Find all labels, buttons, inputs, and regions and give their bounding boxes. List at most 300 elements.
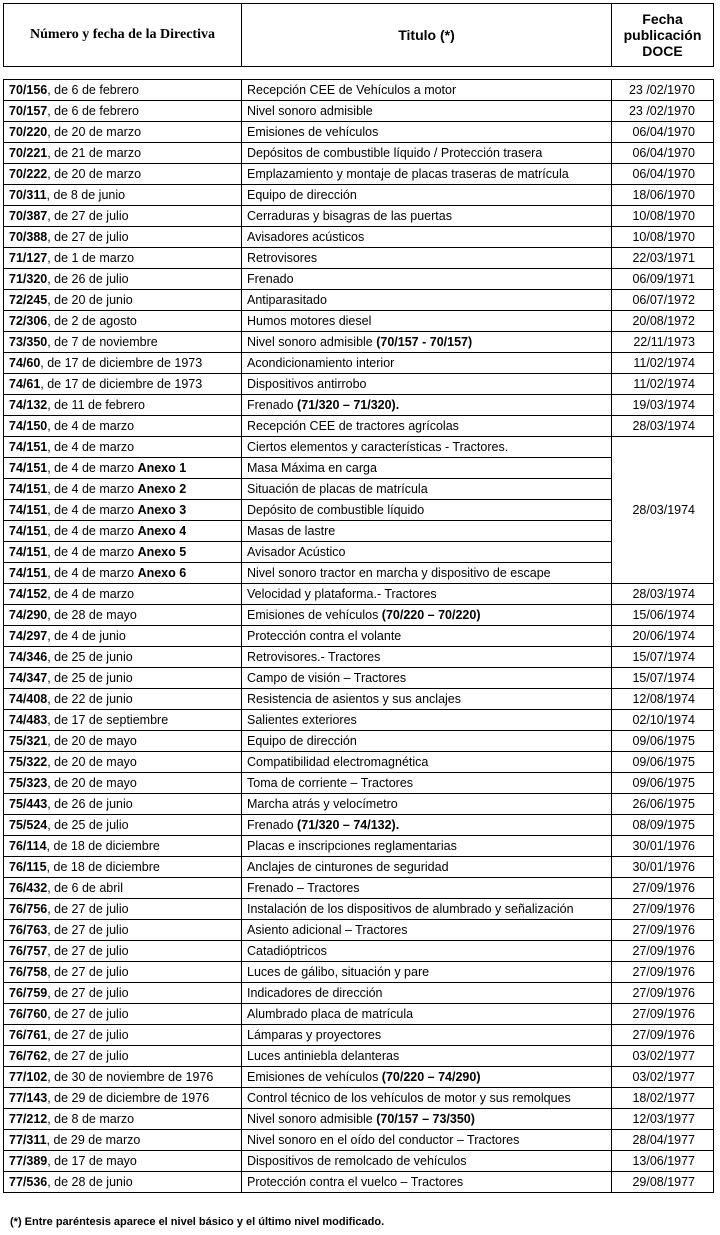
table-row (4, 1088, 714, 1109)
directive-cell (4, 899, 242, 920)
directive-cell (4, 857, 242, 878)
publication-date: 06/04/1970 (612, 164, 714, 185)
header-row (4, 4, 714, 67)
directive-cell (4, 248, 242, 269)
table-row (4, 1025, 714, 1046)
table-row (4, 353, 714, 374)
publication-date: 27/09/1976 (612, 878, 714, 899)
directive-number: 74/150 (9, 419, 48, 433)
table-row (4, 836, 714, 857)
directive-number: 74/151 (9, 545, 48, 559)
directive-cell (4, 1025, 242, 1046)
directive-cell (4, 962, 242, 983)
directive-number: 77/143 (9, 1091, 48, 1105)
table-row (4, 1109, 714, 1130)
title-cell (242, 962, 612, 983)
directive-date-text: , de 4 de marzo (47, 566, 138, 580)
directive-title: Masas de lastre (247, 524, 336, 538)
directive-title: Retrovisores (247, 251, 318, 265)
publication-date: 28/03/1974 (612, 416, 714, 437)
title-cell (242, 899, 612, 920)
directive-title: Protección contra el volante (247, 629, 402, 643)
directive-date-text: , de 8 de marzo (47, 1112, 135, 1126)
publication-date: 06/09/1971 (612, 269, 714, 290)
title-cell (242, 164, 612, 185)
directive-number: 70/388 (9, 230, 48, 244)
directive-cell (4, 542, 242, 563)
directive-date-text: , de 29 de diciembre de 1976 (47, 1091, 210, 1105)
directive-number: 71/127 (9, 251, 48, 265)
publication-date: 30/01/1976 (612, 857, 714, 878)
directive-number: 76/757 (9, 944, 48, 958)
title-cell (242, 752, 612, 773)
directive-cell (4, 647, 242, 668)
directive-date-text: , de 4 de marzo (47, 461, 138, 475)
directive-cell (4, 731, 242, 752)
directive-cell (4, 836, 242, 857)
directive-title: Placas e inscripciones reglamentarias (247, 839, 457, 853)
directive-title: Recepción CEE de tractores agrícolas (247, 419, 459, 433)
title-cell (242, 1109, 612, 1130)
publication-date: 12/03/1977 (612, 1109, 714, 1130)
title-cell (242, 101, 612, 122)
directive-cell (4, 1046, 242, 1067)
table-row (4, 248, 714, 269)
title-cell (242, 689, 612, 710)
directive-date-text: , de 2 de agosto (47, 314, 137, 328)
title-cell (242, 248, 612, 269)
title-cell (242, 626, 612, 647)
directive-cell (4, 374, 242, 395)
title-cell (242, 647, 612, 668)
table-row (4, 206, 714, 227)
directive-number: 76/761 (9, 1028, 48, 1042)
directive-title: Masa Máxima en carga (247, 461, 377, 475)
publication-date: 26/06/1975 (612, 794, 714, 815)
directive-date-text: , de 17 de mayo (47, 1154, 137, 1168)
directive-number: 70/220 (9, 125, 48, 139)
table-row (4, 731, 714, 752)
directive-number: 75/322 (9, 755, 48, 769)
table-row (4, 395, 714, 416)
directive-cell (4, 1130, 242, 1151)
directive-number: 77/311 (9, 1133, 47, 1147)
directive-date-text: , de 28 de mayo (47, 608, 137, 622)
table-row (4, 101, 714, 122)
directive-title: Avisadores acústicos (247, 230, 365, 244)
publication-date: 27/09/1976 (612, 941, 714, 962)
table-row (4, 311, 714, 332)
directive-date-text: , de 6 de febrero (47, 104, 139, 118)
directive-title: Dispositivos antirrobo (247, 377, 367, 391)
title-cell (242, 878, 612, 899)
directives-table-body (4, 80, 714, 1193)
publication-date: 18/02/1977 (612, 1088, 714, 1109)
title-cell (242, 332, 612, 353)
directive-number: 71/320 (9, 272, 48, 286)
directive-title: Ciertos elementos y características - Tractores. (247, 440, 509, 454)
publication-date: 15/06/1974 (612, 605, 714, 626)
directive-number: 74/151 (9, 524, 48, 538)
table-row (4, 542, 714, 563)
directive-date-text: , de 27 de julio (47, 230, 129, 244)
directive-date-text: , de 27 de julio (47, 944, 129, 958)
directive-cell (4, 1088, 242, 1109)
directive-date-text: , de 27 de julio (47, 1028, 129, 1042)
header-publication-line3: DOCE (642, 43, 683, 59)
directive-date-text: , de 4 de marzo (47, 524, 138, 538)
table-row (4, 416, 714, 437)
annex-label: Anexo 2 (137, 482, 187, 496)
directive-number: 70/311 (9, 188, 47, 202)
directive-number: 76/758 (9, 965, 48, 979)
annex-label: Anexo 1 (137, 461, 187, 475)
directive-date-text: , de 20 de marzo (47, 167, 142, 181)
table-row (4, 1130, 714, 1151)
directive-title: Luces antiniebla delanteras (247, 1049, 400, 1063)
directive-title: Indicadores de dirección (247, 986, 383, 1000)
directive-title: Anclajes de cinturones de seguridad (247, 860, 449, 874)
level-reference: (70/157 - 70/157) (376, 335, 473, 349)
directive-cell (4, 458, 242, 479)
publication-date: 12/08/1974 (612, 689, 714, 710)
directive-date-text: , de 6 de abril (47, 881, 123, 895)
table-row (4, 647, 714, 668)
directive-cell (4, 164, 242, 185)
table-row (4, 584, 714, 605)
publication-date: 11/02/1974 (612, 374, 714, 395)
table-row (4, 227, 714, 248)
publication-date: 06/07/1972 (612, 290, 714, 311)
directive-date-text: , de 7 de noviembre (47, 335, 158, 349)
directive-cell (4, 80, 242, 101)
title-cell (242, 479, 612, 500)
title-cell (242, 206, 612, 227)
directive-number: 74/151 (9, 482, 48, 496)
directive-date-text: , de 27 de julio (47, 923, 129, 937)
directive-cell (4, 794, 242, 815)
directive-number: 72/306 (9, 314, 48, 328)
title-cell (242, 458, 612, 479)
table-row (4, 1151, 714, 1172)
directive-number: 76/432 (9, 881, 48, 895)
title-cell (242, 1088, 612, 1109)
directive-cell (4, 185, 242, 206)
publication-date: 30/01/1976 (612, 836, 714, 857)
directive-date-text: , de 20 de marzo (47, 125, 142, 139)
publication-date: 10/08/1970 (612, 206, 714, 227)
table-row (4, 899, 714, 920)
title-cell (242, 857, 612, 878)
directive-number: 75/524 (9, 818, 48, 832)
directive-cell (4, 416, 242, 437)
publication-date: 15/07/1974 (612, 668, 714, 689)
table-row (4, 500, 714, 521)
directive-title: Lámparas y proyectores (247, 1028, 382, 1042)
table-row (4, 710, 714, 731)
directive-cell (4, 311, 242, 332)
directive-number: 74/408 (9, 692, 48, 706)
directive-number: 75/321 (9, 734, 48, 748)
level-reference: (71/320 – 74/132). (297, 818, 400, 832)
table-row (4, 962, 714, 983)
directive-title: Emisiones de vehículos (247, 125, 379, 139)
directive-cell (4, 227, 242, 248)
directive-date-text: , de 4 de marzo (47, 419, 135, 433)
table-row (4, 1067, 714, 1088)
title-cell (242, 542, 612, 563)
title-cell (242, 437, 612, 458)
table-row (4, 1046, 714, 1067)
table-row (4, 941, 714, 962)
directive-title: Depósitos de combustible líquido / Protección trasera (247, 146, 543, 160)
directive-number: 74/151 (9, 503, 48, 517)
title-cell (242, 374, 612, 395)
publication-date: 23 /02/1970 (612, 80, 714, 101)
directive-date-text: , de 25 de julio (47, 818, 129, 832)
directive-number: 70/387 (9, 209, 48, 223)
directive-date-text: , de 27 de julio (47, 209, 129, 223)
directive-date-text: , de 4 de junio (47, 629, 126, 643)
directive-cell (4, 1067, 242, 1088)
title-cell (242, 563, 612, 584)
directive-title: Instalación de los dispositivos de alumbrado y señalización (247, 902, 574, 916)
directive-number: 76/756 (9, 902, 48, 916)
publication-date: 27/09/1976 (612, 1004, 714, 1025)
title-cell (242, 794, 612, 815)
table-row (4, 1004, 714, 1025)
directive-number: 74/346 (9, 650, 48, 664)
header-table (3, 3, 714, 67)
table-row (4, 80, 714, 101)
title-cell (242, 227, 612, 248)
directive-number: 76/760 (9, 1007, 48, 1021)
title-cell (242, 521, 612, 542)
publication-date: 06/04/1970 (612, 143, 714, 164)
directive-cell (4, 878, 242, 899)
table-row (4, 458, 714, 479)
directive-cell (4, 626, 242, 647)
publication-date: 09/06/1975 (612, 773, 714, 794)
table-row (4, 878, 714, 899)
table-row (4, 185, 714, 206)
directive-title: Salientes exteriores (247, 713, 357, 727)
directive-date-text: , de 4 de marzo (47, 440, 135, 454)
directive-title: Frenado (247, 398, 298, 412)
title-cell (242, 815, 612, 836)
directive-date-text: , de 17 de septiembre (47, 713, 169, 727)
directive-title: Frenado (247, 272, 294, 286)
title-cell (242, 290, 612, 311)
directive-title: Asiento adicional – Tractores (247, 923, 408, 937)
table-row (4, 668, 714, 689)
directive-date-text: , de 18 de diciembre (46, 839, 160, 853)
publication-date: 09/06/1975 (612, 752, 714, 773)
directive-number: 77/389 (9, 1154, 48, 1168)
annex-label: Anexo 6 (137, 566, 187, 580)
directive-date-text: , de 25 de junio (47, 671, 133, 685)
directive-date-text: , de 6 de febrero (47, 83, 139, 97)
title-cell (242, 269, 612, 290)
table-row (4, 122, 714, 143)
directive-cell (4, 752, 242, 773)
publication-date: 19/03/1974 (612, 395, 714, 416)
directive-cell (4, 584, 242, 605)
annex-label: Anexo 3 (137, 503, 187, 517)
table-row (4, 332, 714, 353)
table-row (4, 143, 714, 164)
table-row (4, 269, 714, 290)
directive-date-text: , de 20 de junio (47, 293, 133, 307)
directive-cell (4, 101, 242, 122)
table-row (4, 290, 714, 311)
title-cell (242, 1172, 612, 1193)
directive-title: Control técnico de los vehículos de motor y sus remolques (247, 1091, 571, 1105)
directive-date-text: , de 4 de marzo (47, 545, 138, 559)
directive-number: 76/763 (9, 923, 48, 937)
directive-cell (4, 1172, 242, 1193)
level-reference: (71/320 – 71/320). (297, 398, 400, 412)
title-cell (242, 605, 612, 626)
directive-title: Marcha atrás y velocímetro (247, 797, 398, 811)
directive-number: 72/245 (9, 293, 48, 307)
directive-cell (4, 1109, 242, 1130)
directive-title: Equipo de dirección (247, 188, 357, 202)
table-row (4, 794, 714, 815)
directive-title: Equipo de dirección (247, 734, 357, 748)
directive-title: Velocidad y plataforma.- Tractores (247, 587, 437, 601)
directive-title: Protección contra el vuelco – Tractores (247, 1175, 464, 1189)
directive-cell (4, 983, 242, 1004)
table-row (4, 479, 714, 500)
table-row (4, 752, 714, 773)
directive-number: 76/762 (9, 1049, 48, 1063)
title-cell (242, 395, 612, 416)
title-cell (242, 1046, 612, 1067)
title-cell (242, 920, 612, 941)
title-cell (242, 731, 612, 752)
table-row (4, 164, 714, 185)
directive-date-text: , de 8 de junio (46, 188, 126, 202)
header-number-date: Número y fecha de la Directiva (4, 4, 242, 67)
table-row (4, 773, 714, 794)
publication-date: 11/02/1974 (612, 353, 714, 374)
directive-number: 75/323 (9, 776, 48, 790)
table-row (4, 815, 714, 836)
directive-date-text: , de 29 de marzo (46, 1133, 141, 1147)
title-cell (242, 1004, 612, 1025)
publication-date: 13/06/1977 (612, 1151, 714, 1172)
directive-date-text: , de 27 de julio (47, 986, 129, 1000)
directive-date-text: , de 25 de junio (47, 650, 133, 664)
directive-number: 74/152 (9, 587, 48, 601)
directive-title: Emisiones de vehículos (247, 608, 382, 622)
publication-date: 28/04/1977 (612, 1130, 714, 1151)
directive-title: Dispositivos de remolcado de vehículos (247, 1154, 467, 1168)
directive-cell (4, 206, 242, 227)
title-cell (242, 836, 612, 857)
publication-date: 03/02/1977 (612, 1046, 714, 1067)
table-row (4, 920, 714, 941)
directive-number: 76/115 (9, 860, 47, 874)
title-cell (242, 500, 612, 521)
directive-date-text: , de 18 de diciembre (46, 860, 160, 874)
table-row (4, 689, 714, 710)
publication-date: 28/03/1974 (612, 584, 714, 605)
publication-date: 20/06/1974 (612, 626, 714, 647)
title-cell (242, 185, 612, 206)
table-row (4, 605, 714, 626)
publication-date: 15/07/1974 (612, 647, 714, 668)
level-reference: (70/220 – 74/290) (381, 1070, 481, 1084)
directive-cell (4, 395, 242, 416)
directive-cell (4, 920, 242, 941)
publication-date: 03/02/1977 (612, 1067, 714, 1088)
directive-date-text: , de 27 de julio (47, 1007, 129, 1021)
directive-number: 74/151 (9, 461, 48, 475)
title-cell (242, 122, 612, 143)
directive-cell (4, 332, 242, 353)
directive-title: Nivel sonoro en el oído del conductor – Tractores (247, 1133, 520, 1147)
title-cell (242, 710, 612, 731)
directive-date-text: , de 11 de febrero (47, 398, 145, 412)
title-cell (242, 1151, 612, 1172)
directive-cell (4, 815, 242, 836)
directive-title: Nivel sonoro admisible (247, 104, 373, 118)
directive-title: Nivel sonoro admisible (247, 335, 377, 349)
directive-date-text: , de 27 de julio (47, 902, 129, 916)
title-cell (242, 983, 612, 1004)
directive-number: 74/151 (9, 440, 48, 454)
directive-title: Compatibilidad electromagnética (247, 755, 429, 769)
directive-title: Resistencia de asientos y sus anclajes (247, 692, 462, 706)
publication-date-merged: 28/03/1974 (612, 437, 714, 584)
directive-number: 77/536 (9, 1175, 48, 1189)
directive-title: Frenado – Tractores (247, 881, 360, 895)
directive-date-text: , de 30 de noviembre de 1976 (47, 1070, 214, 1084)
title-cell (242, 941, 612, 962)
directive-number: 77/212 (9, 1112, 48, 1126)
directive-cell (4, 773, 242, 794)
publication-date: 23 /02/1970 (612, 101, 714, 122)
publication-date: 22/11/1973 (612, 332, 714, 353)
directive-cell (4, 668, 242, 689)
directive-cell (4, 437, 242, 458)
directive-cell (4, 1004, 242, 1025)
directive-date-text: , de 27 de julio (47, 1049, 129, 1063)
directive-number: 77/102 (9, 1070, 48, 1084)
title-cell (242, 1025, 612, 1046)
directive-title: Nivel sonoro admisible (247, 1112, 377, 1126)
publication-date: 27/09/1976 (612, 962, 714, 983)
directive-title: Avisador Acústico (247, 545, 346, 559)
directive-date-text: , de 1 de marzo (47, 251, 135, 265)
table-row (4, 1172, 714, 1193)
directive-cell (4, 290, 242, 311)
title-cell (242, 1067, 612, 1088)
directive-date-text: , de 4 de marzo (47, 503, 138, 517)
directive-title: Frenado (247, 818, 298, 832)
directive-number: 74/483 (9, 713, 48, 727)
directive-number: 74/132 (9, 398, 48, 412)
directives-table (3, 79, 714, 1193)
directive-number: 74/61 (9, 377, 41, 391)
table-row (4, 437, 714, 458)
level-reference: (70/220 – 70/220) (381, 608, 481, 622)
directive-title: Nivel sonoro tractor en marcha y dispositivo de escape (247, 566, 551, 580)
directive-cell (4, 143, 242, 164)
publication-date: 27/09/1976 (612, 1025, 714, 1046)
